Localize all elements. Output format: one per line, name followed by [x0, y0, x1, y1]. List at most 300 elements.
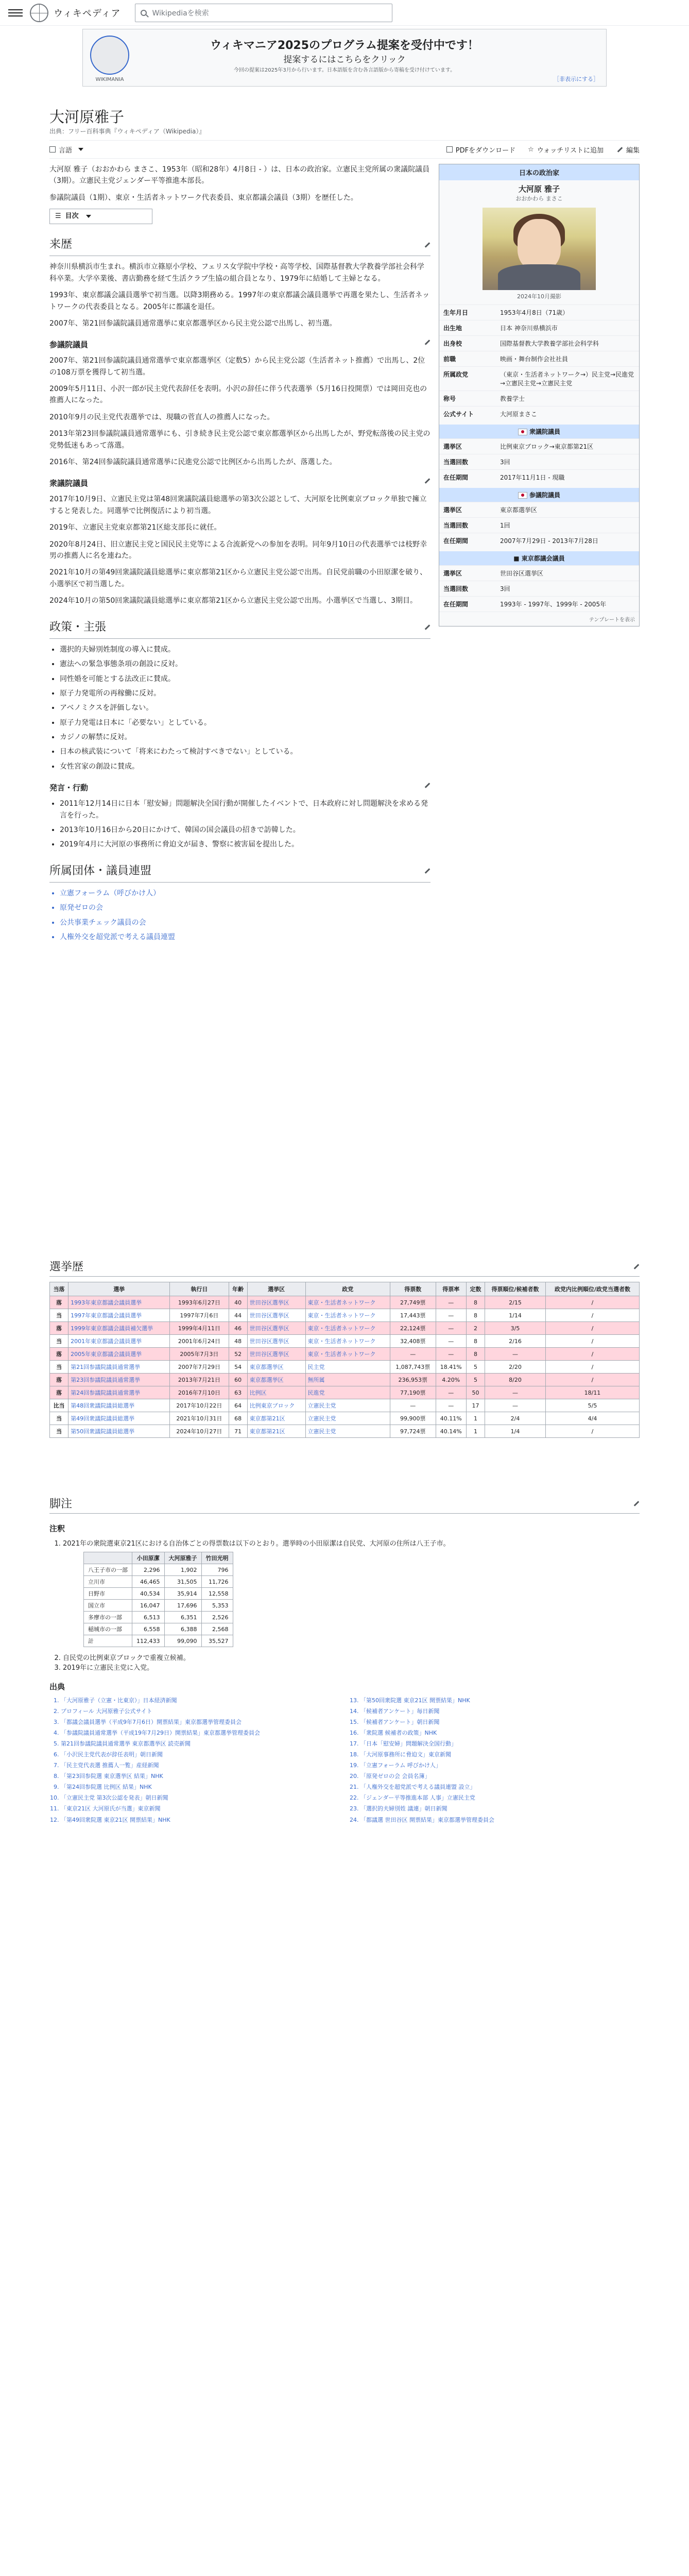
- photo-caption: 2024年10月撮影: [517, 293, 561, 300]
- section-elections: 選挙歴: [49, 1258, 640, 1277]
- table-cell: 比当: [50, 1399, 68, 1412]
- infobox-row: 生年月日 1953年4月8日（71歳）: [439, 304, 639, 320]
- table-row: [84, 1612, 233, 1623]
- infobox-header: 日本の政治家: [439, 164, 639, 180]
- table-cell: 8: [466, 1348, 485, 1361]
- table-cell[interactable]: 立憲民主党: [305, 1425, 390, 1438]
- table-cell[interactable]: 東京都第21区: [247, 1425, 305, 1438]
- infobox-row: 選挙区 東京都選挙区: [439, 502, 639, 517]
- shugiin-paragraph: 2024年10月の第50回衆議院議員総選挙に東京都第21区から立憲民主党公認で出馬。小選挙区で当選し、3期目。: [49, 597, 417, 605]
- infobox-row: 公式サイト 大河原まさこ: [439, 406, 639, 421]
- table-cell[interactable]: 第23回参議院議員通常選挙: [68, 1374, 170, 1386]
- edit-section-icon[interactable]: [423, 623, 430, 631]
- table-cell: —: [485, 1399, 546, 1412]
- table-cell[interactable]: 東京・生活者ネットワーク: [305, 1322, 390, 1335]
- table-row: [50, 1335, 640, 1348]
- language-icon: [49, 146, 56, 152]
- reference-item[interactable]: 6. 「小沢民主党代表が辞任表明」朝日新聞: [61, 1750, 340, 1759]
- table-cell: 国立市: [84, 1600, 132, 1612]
- language-button[interactable]: 言語: [49, 145, 83, 155]
- page-title: 大河原雅子: [49, 108, 125, 126]
- table-cell: 日野市: [84, 1588, 132, 1600]
- sangiin-paragraph: 2009年5月11日、小沢一郎が民主党代表辞任を表明。小沢の辞任に伴う代表選挙（5月16日投開票）では岡田克也の推薦人になった。: [49, 385, 427, 405]
- table-cell: 18/11: [545, 1386, 639, 1399]
- table-cell: 35,914: [164, 1588, 201, 1600]
- table-cell: 5: [466, 1361, 485, 1374]
- reference-item[interactable]: 18. 「大河原事務所に脅迫文」東京新聞: [360, 1750, 640, 1759]
- table-row: [84, 1564, 233, 1576]
- pencil-icon: [616, 146, 623, 153]
- table-row: [50, 1412, 640, 1425]
- table-row: [50, 1296, 640, 1309]
- table-header: 選挙: [68, 1282, 170, 1296]
- reference-item[interactable]: 14. 「候補者アンケート」毎日新聞: [360, 1707, 640, 1716]
- table-cell: 2016年7月10日: [170, 1386, 229, 1399]
- banner-hide-link[interactable]: ［非表示にする］: [554, 76, 599, 82]
- reference-item[interactable]: 1. 「大河原雅子（立憲・比東京）」日本経済新聞: [61, 1696, 340, 1705]
- table-row: [50, 1322, 640, 1335]
- chevron-down-icon: [86, 215, 91, 218]
- infobox-row: 出生地 日本 神奈川県横浜市: [439, 320, 639, 335]
- reference-item[interactable]: 2. プロフィール 大河原雅子公式サイト: [61, 1707, 340, 1716]
- table-cell: 2,568: [201, 1623, 233, 1635]
- subsection-remarks: 発言・行動: [49, 782, 430, 794]
- section-career: 来歴: [49, 235, 430, 256]
- list-item[interactable]: • 原発ゼロの会: [60, 902, 430, 913]
- table-cell: 52: [229, 1348, 247, 1361]
- table-row: [50, 1348, 640, 1361]
- japan-flag-icon: [518, 429, 527, 435]
- wikimania-logo-caption: WIKIMANIA: [95, 77, 124, 82]
- reference-item[interactable]: 19. 「立憲フォーラム 呼びかけ人」: [360, 1761, 640, 1770]
- table-cell: 2021年10月31日: [170, 1412, 229, 1425]
- wikimania-banner[interactable]: [82, 29, 607, 87]
- table-cell: 1,902: [164, 1564, 201, 1576]
- table-cell: 稲城市の一部: [84, 1623, 132, 1635]
- table-header: 選挙区: [247, 1282, 305, 1296]
- infobox-row: 選挙区 比例東京ブロック→東京都第21区: [439, 438, 639, 454]
- reference-item[interactable]: 17. 「日本「慰安婦」問題解決全国行動」: [360, 1739, 640, 1748]
- list-item: 1. 2021年の衆院選東京21区における自治体ごとの得票数は以下のとおり。選挙時の小田原潔は自民党、大河原の住所は八王子市。 小田原潔 大河原雅子 竹田光明 八王子市の一部 2,296 1,902 796 立川市 46,465 31,505 11,726 日野市 40,534 35,914 12,558 国立市 16,047 17,696 5,353 多摩市の一部 6,513 6,351 2,526 稲城市の一部 6,558 6,388 2,568 計 112,433 99,090 35,527: [63, 1538, 640, 1647]
- section-policy: 政策・主張: [49, 618, 430, 639]
- elections-table: [49, 1282, 640, 1438]
- table-cell: 32,408票: [390, 1335, 436, 1348]
- infobox-name: 大河原 雅子: [518, 184, 560, 194]
- infobox-row: 称号 教養学士: [439, 391, 639, 406]
- table-header: 執行日: [170, 1282, 229, 1296]
- list-item: • 2019年4月に大河原の事務所に脅迫文が届き、警察に被害届を提出した。: [60, 839, 430, 850]
- infobox-row: 前職 映画・舞台制作会社社員: [439, 351, 639, 366]
- subsection-sangiin: 参議院議員: [49, 338, 430, 351]
- table-cell[interactable]: 世田谷区選挙区: [247, 1296, 305, 1309]
- table-cell: 40,534: [132, 1588, 165, 1600]
- table-cell: 6,351: [164, 1612, 201, 1623]
- table-cell: 99,900票: [390, 1412, 436, 1425]
- list-item[interactable]: • 立憲フォーラム（呼びかけ人）: [60, 888, 430, 899]
- table-header: 年齢: [229, 1282, 247, 1296]
- table-cell: 落: [50, 1386, 68, 1399]
- list-item: • 選択的夫婦別姓制度の導入に賛成。: [60, 644, 430, 655]
- banner-note: 今回の提案は2025年3月から行います。日本語版を含む各言語版から寄稿を受け付けています。: [233, 67, 456, 73]
- table-cell[interactable]: 東京都選挙区: [247, 1374, 305, 1386]
- search-icon: [141, 10, 147, 16]
- table-cell: 796: [201, 1564, 233, 1576]
- table-header: 政党内比例順位/政党当選者数: [545, 1282, 639, 1296]
- shugiin-paragraph: 2021年10月の第49回衆議院議員総選挙に東京都第21区から立憲民主党公認で出馬。自民党前職の小田原潔を破り、小選挙区で初当選した。: [49, 568, 427, 588]
- table-cell: 99,090: [164, 1635, 201, 1647]
- table-cell: 112,433: [132, 1635, 165, 1647]
- table-header: 得票数: [390, 1282, 436, 1296]
- sangiin-paragraph: 2010年9月の民主党代表選挙では、現職の菅直人の推薦人になった。: [49, 413, 274, 421]
- table-row: [50, 1386, 640, 1399]
- table-cell: —: [485, 1348, 546, 1361]
- infobox-row: 在任期間 1993年 - 1997年、1999年 - 2005年: [439, 596, 639, 612]
- table-cell: 当: [50, 1335, 68, 1348]
- table-cell: 1/4: [485, 1425, 546, 1438]
- star-icon: ☆: [528, 145, 534, 154]
- reference-item[interactable]: 11. 「東京21区 大河原氏が当選」東京新聞: [61, 1804, 340, 1813]
- table-cell[interactable]: 無所属: [305, 1374, 390, 1386]
- table-cell: 77,190票: [390, 1386, 436, 1399]
- table-cell: 落: [50, 1296, 68, 1309]
- reference-item[interactable]: 3. 「都議会議員選挙（平成9年7月6日）開票結果」東京都選挙管理委員会: [61, 1718, 340, 1726]
- table-cell: 多摩市の一部: [84, 1612, 132, 1623]
- table-cell: 12,558: [201, 1588, 233, 1600]
- subsection-notes: 注釈: [49, 1524, 65, 1533]
- table-cell[interactable]: 東京・生活者ネットワーク: [305, 1348, 390, 1361]
- infobox-band: 参議院議員: [439, 488, 639, 502]
- policy-list: [49, 644, 430, 773]
- table-cell: 8: [466, 1335, 485, 1348]
- table-cell: 2013年7月21日: [170, 1374, 229, 1386]
- search-input[interactable]: [135, 4, 392, 22]
- table-cell: 60: [229, 1374, 247, 1386]
- section-notes: 脚注: [49, 1495, 640, 1514]
- infobox-row: 選挙区 世田谷区選挙区: [439, 565, 639, 581]
- download-icon: [446, 146, 453, 152]
- table-cell: 17,443票: [390, 1309, 436, 1322]
- table-row: [84, 1623, 233, 1635]
- infobox-band: 衆議院議員: [439, 425, 639, 438]
- list-item[interactable]: • 人権外交を超党派で考える議員連盟: [60, 931, 430, 943]
- table-cell: —: [436, 1296, 466, 1309]
- subsection-shugiin: 衆議院議員: [49, 477, 430, 489]
- banner-title[interactable]: ウィキマニア2025のプログラム提案を受付中です！: [210, 39, 479, 52]
- table-cell: 6,513: [132, 1612, 165, 1623]
- table-cell: 八王子市の一部: [84, 1564, 132, 1576]
- table-row: [50, 1374, 640, 1386]
- table-cell[interactable]: 2001年東京都議会議員選挙: [68, 1335, 170, 1348]
- reference-item[interactable]: 9. 「第24回参院選 比例区 結果」NHK: [61, 1783, 340, 1791]
- table-cell[interactable]: 世田谷区選挙区: [247, 1322, 305, 1335]
- table-cell[interactable]: 東京・生活者ネットワーク: [305, 1296, 390, 1309]
- table-cell: 68: [229, 1412, 247, 1425]
- table-cell: 2: [466, 1322, 485, 1335]
- table-row: [50, 1361, 640, 1374]
- table-cell[interactable]: 東京・生活者ネットワーク: [305, 1309, 390, 1322]
- list-item: 2. 自民党の比例東京ブロックで重複立候補。: [63, 1652, 640, 1662]
- elections-section: [49, 1247, 640, 1438]
- table-cell: —: [485, 1386, 546, 1399]
- table-cell[interactable]: 比例東京ブロック: [247, 1399, 305, 1412]
- table-cell: 2024年10月27日: [170, 1425, 229, 1438]
- table-cell[interactable]: 第48回衆議院議員総選挙: [68, 1399, 170, 1412]
- table-row: [84, 1635, 233, 1647]
- reference-item[interactable]: 10. 「立憲民主党 第3次公認を発表」朝日新聞: [61, 1793, 340, 1802]
- table-cell[interactable]: 2005年東京都議会議員選挙: [68, 1348, 170, 1361]
- banner-subtitle[interactable]: 提案するにはこちらをクリック: [283, 55, 406, 65]
- table-cell: 落: [50, 1322, 68, 1335]
- table-cell: 40.14%: [436, 1425, 466, 1438]
- table-cell: 16,047: [132, 1600, 165, 1612]
- table-cell[interactable]: 1999年東京都議会議員補欠選挙: [68, 1322, 170, 1335]
- table-cell: 3/5: [485, 1322, 546, 1335]
- table-cell[interactable]: 立憲民主党: [305, 1399, 390, 1412]
- list-item: • 憲法への緊急事態条項の創設に反対。: [60, 658, 430, 670]
- table-cell: 8/20: [485, 1374, 546, 1386]
- reference-item[interactable]: 21. 「人権外交を超党派で考える議員連盟 設立」: [360, 1783, 640, 1791]
- table-cell: 11,726: [201, 1576, 233, 1588]
- table-cell: —: [436, 1399, 466, 1412]
- career-paragraph: 神奈川県横浜市生まれ。横浜市立篠原小学校、フェリス女学院中学校・高等学校、国際基督教大学教養学部社会科学科卒業。大学卒業後、書店勤務を経て生活クラブ生協の組合員となり、1979年に結婚して主婦となる。: [49, 263, 424, 283]
- wiki-logo[interactable]: [30, 4, 120, 22]
- list-item: 3. 2019年に立憲民主党に入党。: [63, 1662, 640, 1672]
- table-cell[interactable]: 東京・生活者ネットワーク: [305, 1335, 390, 1348]
- top-header: [0, 0, 689, 26]
- table-cell: 立川市: [84, 1576, 132, 1588]
- table-cell[interactable]: 第24回参議院議員通常選挙: [68, 1386, 170, 1399]
- reference-item[interactable]: 23. 「選択的夫婦別姓 議連」朝日新聞: [360, 1804, 640, 1813]
- table-cell: 40: [229, 1296, 247, 1309]
- reference-item[interactable]: 13. 「第50回衆院選 東京21区 開票結果」NHK: [360, 1696, 640, 1705]
- table-cell: 2001年6月24日: [170, 1335, 229, 1348]
- table-cell: —: [436, 1335, 466, 1348]
- table-cell[interactable]: 第49回衆議院議員総選挙: [68, 1412, 170, 1425]
- table-cell: —: [436, 1386, 466, 1399]
- career-paragraph: 2007年、第21回参議院議員通常選挙に東京都選挙区から民主党公認で出馬し、初当選。: [49, 319, 337, 328]
- table-cell: 6,388: [164, 1623, 201, 1635]
- reference-item[interactable]: 20. 「原発ゼロの会 会員名簿」: [360, 1772, 640, 1781]
- table-cell: 1997年7月6日: [170, 1309, 229, 1322]
- infobox-row: 所属政党 （東京・生活者ネットワーク→）民主党→民進党→立憲民主党→立憲民主党: [439, 366, 639, 391]
- references-list: [49, 1696, 640, 1826]
- edit-section-icon[interactable]: [632, 1500, 640, 1507]
- reference-item[interactable]: 12. 「第49回衆院選 東京21区 開票結果」NHK: [61, 1816, 340, 1824]
- table-cell: 当: [50, 1309, 68, 1322]
- table-cell[interactable]: 比例区: [247, 1386, 305, 1399]
- list-item[interactable]: • 公共事業チェック議員の会: [60, 917, 430, 928]
- table-cell[interactable]: 1993年東京都議会議員選挙: [68, 1296, 170, 1309]
- table-cell[interactable]: 世田谷区選挙区: [247, 1335, 305, 1348]
- list-item: • 2013年10月16日から20日にかけて、韓国の国会議員の招きで訪韓した。: [60, 824, 430, 836]
- table-cell[interactable]: 世田谷区選挙区: [247, 1348, 305, 1361]
- page-toolbar: [49, 140, 640, 159]
- shugiin-paragraph: 2017年10月9日、立憲民主党は第48回衆議院議員総選挙の第3次公認として、大河原を比例東京ブロック単独で擁立すると発表した。同選挙で比例復活により初当選。: [49, 495, 427, 515]
- table-cell[interactable]: 世田谷区選挙区: [247, 1309, 305, 1322]
- list-item: • 2011年12月14日に日本「慰安婦」問題解決全国行動が開催したイベントで、日本政府に対し問題解決を求める発言を行った。: [60, 798, 430, 821]
- table-cell: 2/20: [485, 1361, 546, 1374]
- edit-section-icon[interactable]: [423, 782, 430, 789]
- table-cell: 46: [229, 1322, 247, 1335]
- table-cell: —: [436, 1309, 466, 1322]
- table-cell: 5: [466, 1374, 485, 1386]
- list-item: • 原子力発電所の再稼働に反対。: [60, 688, 430, 699]
- reference-item[interactable]: 15. 「候補者アンケート」朝日新聞: [360, 1718, 640, 1726]
- table-cell: —: [390, 1399, 436, 1412]
- notes-list: [49, 1538, 640, 1672]
- infobox-row: 在任期間 2017年11月1日 - 現職: [439, 469, 639, 485]
- infobox-row: 在任期間 2007年7月29日 - 2013年7月28日: [439, 533, 639, 548]
- table-cell: 22,124票: [390, 1322, 436, 1335]
- table-cell: 4/4: [545, 1412, 639, 1425]
- edit-section-icon[interactable]: [423, 867, 430, 874]
- template-link[interactable]: テンプレートを表示: [439, 612, 639, 626]
- table-cell: /: [545, 1425, 639, 1438]
- portrait-photo[interactable]: [483, 208, 596, 290]
- table-cell: 当: [50, 1425, 68, 1438]
- table-cell: 1,087,743票: [390, 1361, 436, 1374]
- table-header: 定数: [466, 1282, 485, 1296]
- table-cell: 18.41%: [436, 1361, 466, 1374]
- infobox-band: ■ 東京都議会議員: [439, 551, 639, 565]
- infobox: [439, 164, 640, 626]
- table-row: [84, 1576, 233, 1588]
- table-cell: —: [436, 1348, 466, 1361]
- edit-section-icon[interactable]: [632, 1263, 640, 1270]
- table-cell: 4.20%: [436, 1374, 466, 1386]
- reference-item[interactable]: 4. 「参議院議員通常選挙（平成19年7月29日）開票結果」東京都選挙管理委員会: [61, 1728, 340, 1737]
- article-body: [49, 164, 430, 948]
- main-menu-icon[interactable]: [8, 6, 23, 20]
- table-row: [50, 1399, 640, 1412]
- reference-item[interactable]: 5. 第21回参議院議員通常選挙 東京都選挙区 読売新聞: [61, 1739, 340, 1748]
- list-item: • 日本の核武装について「将来にわたって検討すべきでない」としている。: [60, 746, 430, 757]
- table-cell: 落: [50, 1348, 68, 1361]
- career-paragraph: 1993年、東京都議会議員選挙で初当選。以降3期務める。1997年の東京都議会議員選挙で再選を果たし、生活者ネットワークの代表委員となる。2005年に都議を退任。: [49, 291, 430, 311]
- table-cell: /: [545, 1348, 639, 1361]
- table-cell: 2,526: [201, 1612, 233, 1623]
- reference-item[interactable]: 24. 「都議選 世田谷区 開票結果」東京都選挙管理委員会: [360, 1816, 640, 1824]
- table-cell: 落: [50, 1374, 68, 1386]
- table-cell: 50: [466, 1386, 485, 1399]
- list-item: • アベノミクスを評価しない。: [60, 702, 430, 714]
- table-cell: /: [545, 1296, 639, 1309]
- list-item: • 原子力発電は日本に「必要ない」としている。: [60, 717, 430, 728]
- infobox-kana: おおかわら まさこ: [515, 195, 563, 202]
- table-cell: 2,296: [132, 1564, 165, 1576]
- table-cell[interactable]: 第50回衆議院議員総選挙: [68, 1425, 170, 1438]
- table-cell: 1/14: [485, 1309, 546, 1322]
- table-cell: 2005年7月3日: [170, 1348, 229, 1361]
- list-item: • 女性宮家の創設に賛成。: [60, 761, 430, 772]
- wiki-name: ウィキペディア: [54, 8, 121, 19]
- section-affiliations: 所属団体・議員連盟: [49, 862, 430, 883]
- table-cell: 27,749票: [390, 1296, 436, 1309]
- table-cell: 1999年4月11日: [170, 1322, 229, 1335]
- table-cell[interactable]: 民進党: [305, 1386, 390, 1399]
- reference-item[interactable]: 16. 「衆院選 候補者の政策」NHK: [360, 1728, 640, 1737]
- table-cell: 5/5: [545, 1399, 639, 1412]
- notes-section: [49, 1484, 640, 1826]
- table-header: 政党: [305, 1282, 390, 1296]
- table-cell: /: [545, 1335, 639, 1348]
- table-cell: 1: [466, 1412, 485, 1425]
- table-cell: 71: [229, 1425, 247, 1438]
- edit-link[interactable]: 編集: [616, 145, 640, 155]
- sangiin-paragraph: 2016年、第24回参議院議員通常選挙に民進党公認で比例区から出馬したが、落選した。: [49, 458, 337, 467]
- edit-section-icon[interactable]: [423, 338, 430, 346]
- table-cell: 31,505: [164, 1576, 201, 1588]
- table-cell: 236,953票: [390, 1374, 436, 1386]
- reference-item[interactable]: 22. 「ジェンダー平等推進本部 人事」立憲民主党: [360, 1793, 640, 1802]
- table-cell: 35,527: [201, 1635, 233, 1647]
- tokyo-emblem-icon: ■: [513, 555, 522, 562]
- table-cell[interactable]: 第21回参議院議員通常選挙: [68, 1361, 170, 1374]
- table-row: [84, 1600, 233, 1612]
- subsection-sources: 出典: [49, 1682, 65, 1691]
- reference-item[interactable]: 8. 「第23回参院選 東京選挙区 結果」NHK: [61, 1772, 340, 1781]
- toc-toggle[interactable]: ☰ 目次: [49, 209, 152, 224]
- pdf-download-link[interactable]: PDFをダウンロード: [446, 145, 515, 155]
- table-cell: 2017年10月22日: [170, 1399, 229, 1412]
- table-cell[interactable]: 立憲民主党: [305, 1412, 390, 1425]
- list-icon: ☰: [55, 212, 61, 220]
- table-cell[interactable]: 1997年東京都議会議員選挙: [68, 1309, 170, 1322]
- sangiin-paragraph: 2013年第23回参議院議員通常選挙にも、引き続き民主党公認で東京都選挙区から出馬したが、野党転落後の民主党の党勢低迷もあって落選。: [49, 430, 430, 450]
- japan-flag-icon: [518, 492, 527, 499]
- table-cell: —: [390, 1348, 436, 1361]
- list-item: • 同性婚を可能とする法改正に賛成。: [60, 673, 430, 685]
- infobox-row: 当選回数 1回: [439, 517, 639, 533]
- table-cell: /: [545, 1309, 639, 1322]
- intro-paragraph-2: 参議院議員（1期）、東京・生活者ネットワーク代表委員、東京都議会議員（3期）を歴任した。: [49, 193, 358, 202]
- table-cell[interactable]: 東京都選挙区: [247, 1361, 305, 1374]
- search-placeholder: Wikipediaを検索: [152, 9, 209, 18]
- table-header: 得票順位/候補者数: [485, 1282, 546, 1296]
- table-cell: 46,465: [132, 1576, 165, 1588]
- sangiin-paragraph: 2007年、第21回参議院議員通常選挙で東京都選挙区（定数5）から民主党公認（生活者ネット推薦）で出馬し、2位の108万票を獲得して初当選。: [49, 357, 425, 377]
- globe-icon: [30, 4, 48, 22]
- table-header: 当落: [50, 1282, 68, 1296]
- table-cell: —: [436, 1322, 466, 1335]
- edit-section-icon[interactable]: [423, 477, 430, 484]
- table-cell: 当: [50, 1412, 68, 1425]
- table-cell[interactable]: 東京都第21区: [247, 1412, 305, 1425]
- table-row: [50, 1425, 640, 1438]
- table-cell: 44: [229, 1309, 247, 1322]
- table-cell: 17,696: [164, 1600, 201, 1612]
- table-cell: 5,353: [201, 1600, 233, 1612]
- chevron-down-icon: [78, 148, 83, 151]
- infobox-row: 当選回数 3回: [439, 581, 639, 596]
- table-cell: 2007年7月29日: [170, 1361, 229, 1374]
- table-cell[interactable]: 民主党: [305, 1361, 390, 1374]
- table-cell: 63: [229, 1386, 247, 1399]
- edit-section-icon[interactable]: [423, 241, 430, 248]
- table-cell: /: [545, 1322, 639, 1335]
- table-cell: 6,558: [132, 1623, 165, 1635]
- table-cell: 40.11%: [436, 1412, 466, 1425]
- table-cell: 2/16: [485, 1335, 546, 1348]
- infobox-row: 出身校 国際基督教大学教養学部社会科学科: [439, 335, 639, 351]
- table-cell: 48: [229, 1335, 247, 1348]
- votes-table: 小田原潔 大河原雅子 竹田光明 八王子市の一部 2,296 1,902 796 立川市 46,465 31,505 11,726 日野市 40,534 35,914 12,558 国立市 16,047 17,696 5,353 多摩市の一部 6,513 6,351 2,526 稲城市の一部 6,558 6,388 2,568 計 112,433 99,090 35,527: [83, 1552, 233, 1647]
- table-cell: 当: [50, 1361, 68, 1374]
- table-cell: 64: [229, 1399, 247, 1412]
- table-cell: 計: [84, 1635, 132, 1647]
- reference-item[interactable]: 7. 「民主党代表選 推薦人一覧」産経新聞: [61, 1761, 340, 1770]
- watchlist-link[interactable]: ☆ ウォッチリストに追加: [528, 145, 604, 155]
